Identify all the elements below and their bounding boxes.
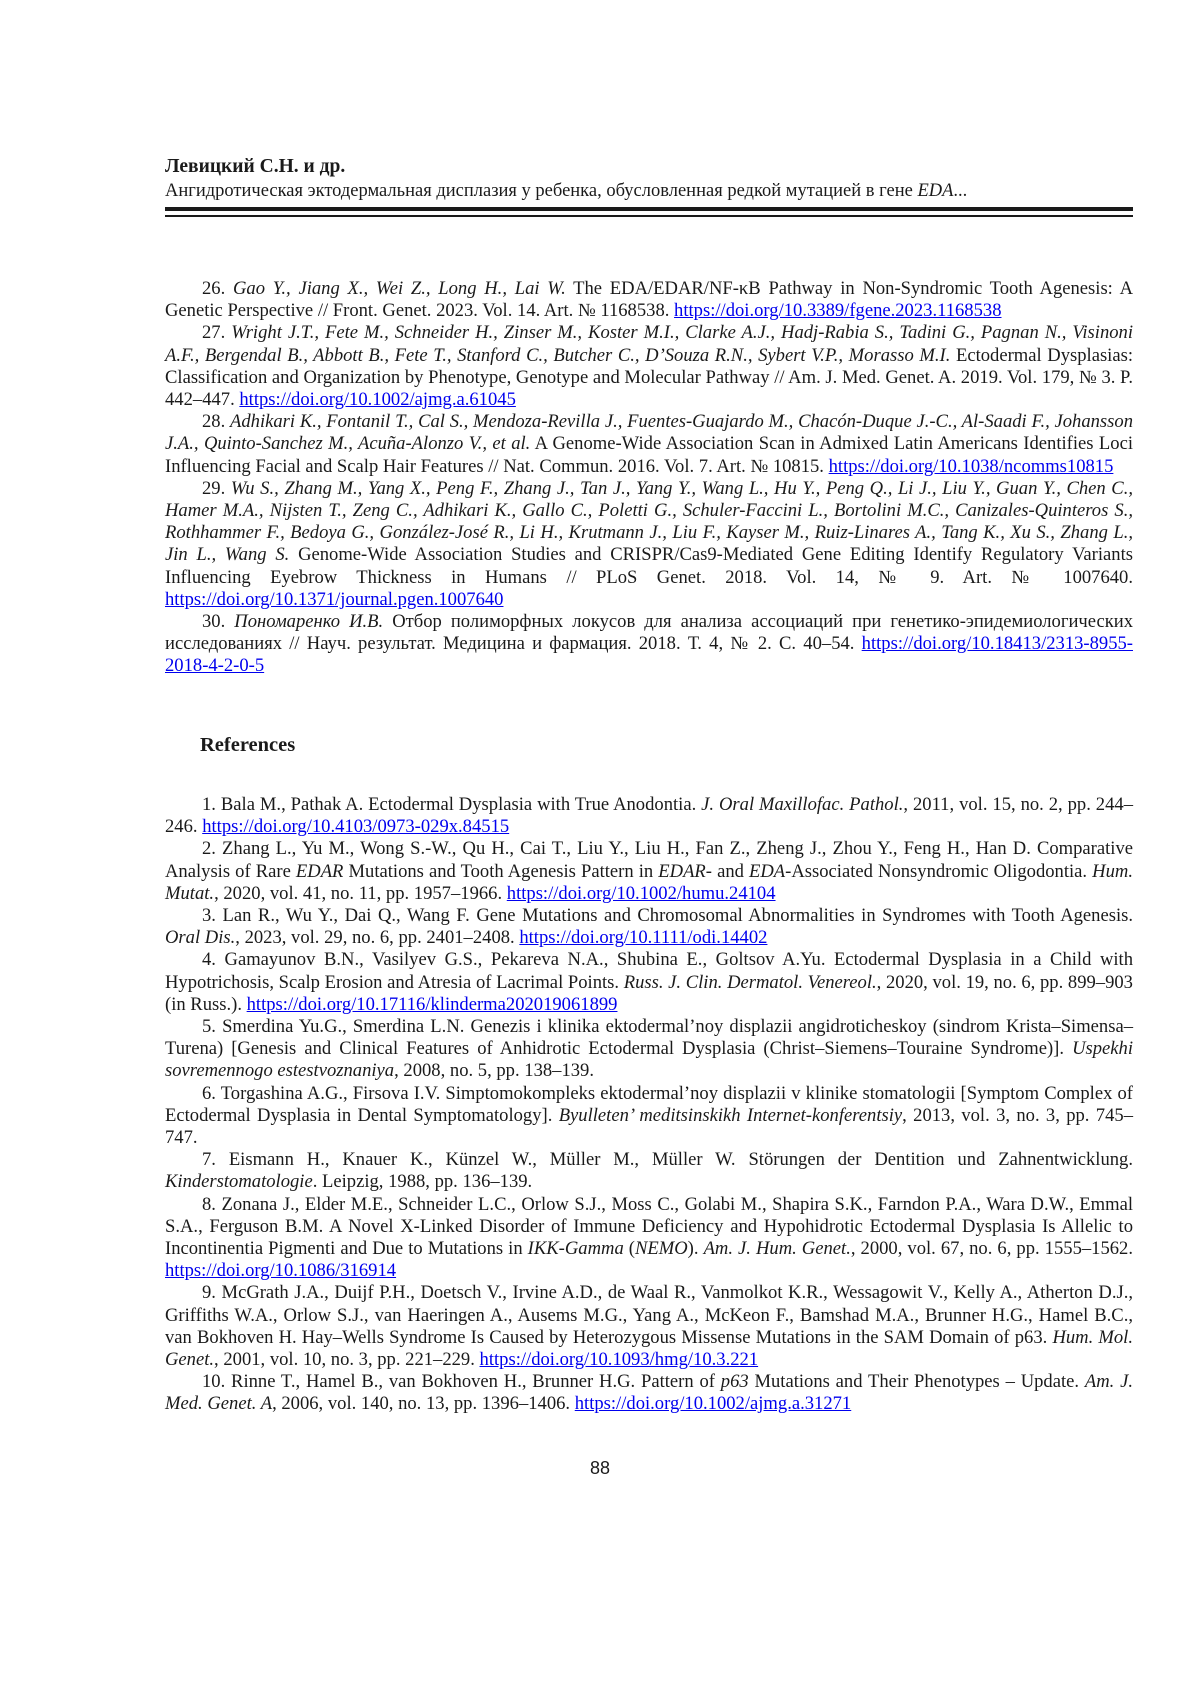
running-header xyxy=(165,155,1133,203)
reference-italic-text: Hum. Mol. Genet. xyxy=(165,1326,1133,1371)
reference-italic-text: Russ. J. Clin. Dermatol. Venereol. xyxy=(623,971,877,993)
reference-text: Bala M., Pathak A. Ectodermal Dysplasia with True Anodontia. xyxy=(220,794,702,815)
reference-text: Torgashina A.G., Firsova I.V. Simptomokompleks ektodermal’noy displazii v klinike stomatologii [Symptom Complex of Ectodermal Dysplasia in Dental Symptomatology]. xyxy=(165,1082,1133,1126)
reference-authors: Gao Y., Jiang X., Wei Z., Long H., Lai W. xyxy=(233,278,566,299)
reference-text: Zhang L., Yu M., Wong S.-W., Qu H., Cai T., Liu Y., Liu H., Fan Z., Zheng J., Zhou Y., Feng H., Han D. Comparative Analysis of Rare xyxy=(165,838,1133,882)
doi-link[interactable]: https://doi.org/10.1111/odi.14402 xyxy=(519,927,768,949)
header-subtitle-ellipsis: ... xyxy=(953,181,968,201)
reference-item xyxy=(165,794,1133,838)
reference-item xyxy=(165,1282,1133,1371)
reference-text: Zonana J., Elder M.E., Schneider L.C., Orlow S.J., Moss C., Golabi M., Shapira S.K., Farndon P.A., Wara D.W., Emmal S.A., Ferguson B.M. A Novel X-Linked Disorder of Immune Deficiency and Hypohidrotic Ectodermal Dysplasia Is Allelic to Incontinentia Pigmenti and Due to Mutations in xyxy=(165,1193,1134,1260)
reference-number: 6. xyxy=(202,1082,221,1104)
doi-link[interactable]: https://doi.org/10.1038/ncomms10815 xyxy=(828,455,1114,477)
reference-text: Smerdina Yu.G., Smerdina L.N. Genezis i klinika ektodermal’noy displazii angidroticheskoy (sindrom Krista–Simensa–Turena) [Genesis and Clinical Features of Anhidrotic Ectodermal Dysplasia (Christ–Siemens–Touraine Syndrome)]. xyxy=(165,1016,1134,1060)
reference-number: 2. xyxy=(202,838,223,860)
reference-number: 7. xyxy=(202,1149,229,1171)
doi-link[interactable]: https://doi.org/10.3389/fgene.2023.1168538 xyxy=(674,300,1002,322)
header-subtitle-gene: EDA xyxy=(917,181,954,201)
reference-text: A Genome-Wide Association Scan in Admixed Latin Americans Identifies Loci Influencing Facial and Scalp Hair Features // Nat. Commun. 2016. Vol. 7. Art. № 10815. xyxy=(165,433,1133,477)
reference-italic-text: Hum. Mutat. xyxy=(165,860,1133,904)
reference-text: , 2023, vol. 29, no. 6, pp. 2401–2408. xyxy=(235,927,520,949)
reference-italic-text: J. Oral Maxillofac. Pathol. xyxy=(701,794,904,815)
reference-italic-text: Byulleten’ meditsinskikh Internet-konferentsiy xyxy=(558,1104,903,1126)
reference-text: ( xyxy=(623,1238,635,1260)
reference-item xyxy=(165,1016,1133,1083)
doi-link[interactable]: https://doi.org/10.1002/ajmg.a.61045 xyxy=(239,389,516,411)
reference-number: 10. xyxy=(202,1371,232,1393)
reference-authors: Wright J.T., Fete M., Schneider H., Zinser M., Koster M.I., Clarke A.J., Hadj-Rabia S., Tadini G., Pagnan N., Visinoni A.F., Bergendal B., Abbott B., Fete T., Stanford C., Butcher C., D’Souza R.N., Sybert V.P., Morasso M.I. xyxy=(165,322,1134,366)
reference-text: - and xyxy=(705,860,749,882)
reference-authors: Пономаренко И.В. xyxy=(234,611,384,633)
reference-item xyxy=(165,611,1133,678)
reference-text: Ectodermal Dysplasias: Classification and Organization by Phenotype, Genotype and Molecular Pathway // Am. J. Med. Genet. A. 2019. Vol. 179, № 3. P. 442–447. xyxy=(165,344,1133,411)
reference-italic-text: IKK-Gamma xyxy=(527,1238,624,1260)
reference-text: . Leipzig, 1988, pp. 136–139. xyxy=(312,1171,533,1193)
reference-text: , 2006, vol. 140, no. 13, pp. 1396–1406. xyxy=(272,1393,575,1415)
reference-text: , 2013, vol. 3, no. 3, pp. 745–747. xyxy=(165,1104,1133,1149)
reference-text: McGrath J.A., Duijf P.H., Doetsch V., Irvine A.D., de Waal R., Vanmolkot K.R., Wessagowit V., Kelly A., Atherton D.J., Griffiths W.A., Orlow S.J., van Haeringen A., Ausems M.G., Yang A., McKeon F., Bamshad M.A., Brunner H.G., Hamel B.C., van Bokhoven H. Hay–Wells Syndrome Is Caused by Heterozygous Missense Mutations in the SAM Domain of p63. xyxy=(165,1282,1134,1348)
reference-italic-text: Am. J. Med. Genet. A xyxy=(165,1371,1133,1415)
reference-item xyxy=(165,1371,1133,1415)
reference-item xyxy=(165,478,1133,611)
reference-text: Rinne T., Hamel B., van Bokhoven H., Brunner H.G. Pattern of xyxy=(231,1371,721,1393)
reference-italic-text: Am. J. Hum. Genet. xyxy=(703,1238,851,1260)
reference-number: 30. xyxy=(202,611,235,633)
reference-item xyxy=(165,1194,1133,1283)
reference-number: 28. xyxy=(202,411,230,433)
reference-number: 1. xyxy=(202,794,221,815)
page-number: 88 xyxy=(589,1458,611,1478)
russian-reference-list xyxy=(165,278,1133,678)
reference-text: -Associated Nonsyndromic Oligodontia. xyxy=(785,860,1093,882)
reference-italic-text: Uspekhi sovremennogo estestvoznaniya xyxy=(165,1038,1133,1082)
reference-item xyxy=(165,411,1133,478)
doi-link[interactable]: https://doi.org/10.1371/journal.pgen.1007640 xyxy=(165,588,504,610)
doi-link[interactable]: https://doi.org/10.18413/2313-8955-2018-4-2-0-5 xyxy=(165,633,1133,677)
reference-item xyxy=(165,905,1133,949)
reference-number: 27. xyxy=(202,322,232,344)
reference-text: , 2020, vol. 41, no. 11, pp. 1957–1966. xyxy=(214,882,507,904)
reference-italic-text: p63 xyxy=(720,1371,749,1393)
reference-text: Genome-Wide Association Studies and CRISPR/Cas9-Mediated Gene Editing Identify Regulatory Variants Influencing Eyebrow Thickness in Humans // PLoS Genet. 2018. Vol. 14, № 9. Art. № 1007640. xyxy=(165,544,1133,588)
reference-text: Mutations and Tooth Agenesis Pattern in xyxy=(343,860,659,882)
reference-authors: Adhikari K., Fontanil T., Cal S., Mendoza-Revilla J., Fuentes-Guajardo M., Chacón-Duque J.-C., Al-Saadi F., Johansson J.A., Quinto-Sanchez M., Acuña-Alonzo V., et al. xyxy=(165,411,1133,455)
reference-italic-text: EDAR xyxy=(295,860,344,882)
reference-italic-text: EDA xyxy=(749,860,786,882)
reference-number: 29. xyxy=(202,477,231,499)
reference-number: 8. xyxy=(202,1193,222,1215)
english-reference-list xyxy=(165,794,1133,1416)
reference-item xyxy=(165,1083,1133,1150)
reference-authors: Wu S., Zhang M., Yang X., Peng F., Zhang J., Tan J., Yang Y., Wang L., Hu Y., Peng Q., Li J., Liu Y., Guan Y., Chen C., Hamer M.A., Nijsten T., Zeng C., Adhikari K., Gallo C., Poletti G., Schuler-Faccini L., Bortolini M.C., Canizales-Quinteros S., Rothhammer F., Bedoya G., González-José R., Li H., Krutmann J., Liu F., Kayser M., Ruiz-Linares A., Tang K., Xu S., Zhang L., Jin L., Wang S. xyxy=(165,477,1133,566)
reference-number: 3. xyxy=(202,905,223,927)
reference-text: Mutations and Their Phenotypes – Update. xyxy=(748,1371,1085,1393)
reference-text: Eismann H., Knauer K., Künzel W., Müller M., Müller W. Störungen der Dentition und Zahnentwicklung. xyxy=(228,1149,1133,1171)
header-authors: Левицкий С.Н. и др. xyxy=(165,156,346,177)
header-rule-thick xyxy=(165,207,1133,211)
reference-italic-text: Kinderstomatologie xyxy=(165,1171,313,1193)
reference-text: Lan R., Wu Y., Dai Q., Wang F. Gene Mutations and Chromosomal Abnormalities in Syndromes with Tooth Agenesis. xyxy=(222,905,1134,927)
header-subtitle-text: Ангидротическая эктодермальная дисплазия у ребенка, обусловленная редкой мутацией в гене xyxy=(165,181,918,201)
reference-text: ). xyxy=(687,1238,704,1260)
reference-text: The EDA/EDAR/NF-κB Pathway in Non-Syndromic Tooth Agenesis: A Genetic Perspective // Front. Genet. 2023. Vol. 14. Art. № 1168538. xyxy=(165,278,1134,322)
reference-text: , 2020, vol. 19, no. 6, pp. 899–903 (in Russ.). xyxy=(165,971,1133,1015)
reference-item xyxy=(165,949,1133,1016)
reference-italic-text: EDAR xyxy=(658,860,706,882)
header-subtitle xyxy=(165,179,1133,203)
reference-text: , 2008, no. 5, pp. 138–139. xyxy=(394,1060,594,1082)
reference-text: , 2011, vol. 15, no. 2, pp. 244–246. xyxy=(165,794,1133,838)
reference-item xyxy=(165,278,1133,322)
reference-item xyxy=(165,322,1133,411)
reference-number: 5. xyxy=(202,1016,223,1038)
reference-number: 4. xyxy=(202,949,225,971)
doi-link[interactable]: https://doi.org/10.1086/316914 xyxy=(165,1260,397,1282)
reference-text: Отбор полиморфных локусов для анализа ассоциаций при генетико-эпидемиологических исследованиях // Науч. результат. Медицина и фармация. 2018. Т. 4, № 2. С. 40–54. xyxy=(165,611,1133,655)
reference-item xyxy=(165,1149,1133,1193)
reference-number: 9. xyxy=(202,1282,222,1304)
reference-italic-text: Oral Dis. xyxy=(165,927,236,949)
doi-link[interactable]: https://doi.org/10.1002/ajmg.a.31271 xyxy=(574,1393,852,1415)
reference-text: Gamayunov B.N., Vasilyev G.S., Pekareva N.A., Shubina E., Goltsov A.Yu. Ectodermal Dysplasia in a Child with Hypotrichosis, Scalp Erosion and Atresia of Lacrimal Points. xyxy=(165,949,1133,993)
reference-text: , 2000, vol. 67, no. 6, pp. 1555–1562. xyxy=(850,1238,1133,1260)
doi-link[interactable]: https://doi.org/10.4103/0973-029x.84515 xyxy=(202,816,510,838)
reference-number: 26. xyxy=(202,278,233,299)
header-rule-thin xyxy=(165,215,1133,217)
doi-link[interactable]: https://doi.org/10.1002/humu.24104 xyxy=(506,882,776,904)
reference-item xyxy=(165,838,1133,905)
doi-link[interactable]: https://doi.org/10.1093/hmg/10.3.221 xyxy=(479,1349,759,1371)
references-heading: References xyxy=(200,734,296,756)
reference-text: , 2001, vol. 10, no. 3, pp. 221–229. xyxy=(214,1349,480,1371)
doi-link[interactable]: https://doi.org/10.17116/klinderma202019061899 xyxy=(246,993,618,1015)
reference-italic-text: NEMO xyxy=(634,1238,688,1260)
